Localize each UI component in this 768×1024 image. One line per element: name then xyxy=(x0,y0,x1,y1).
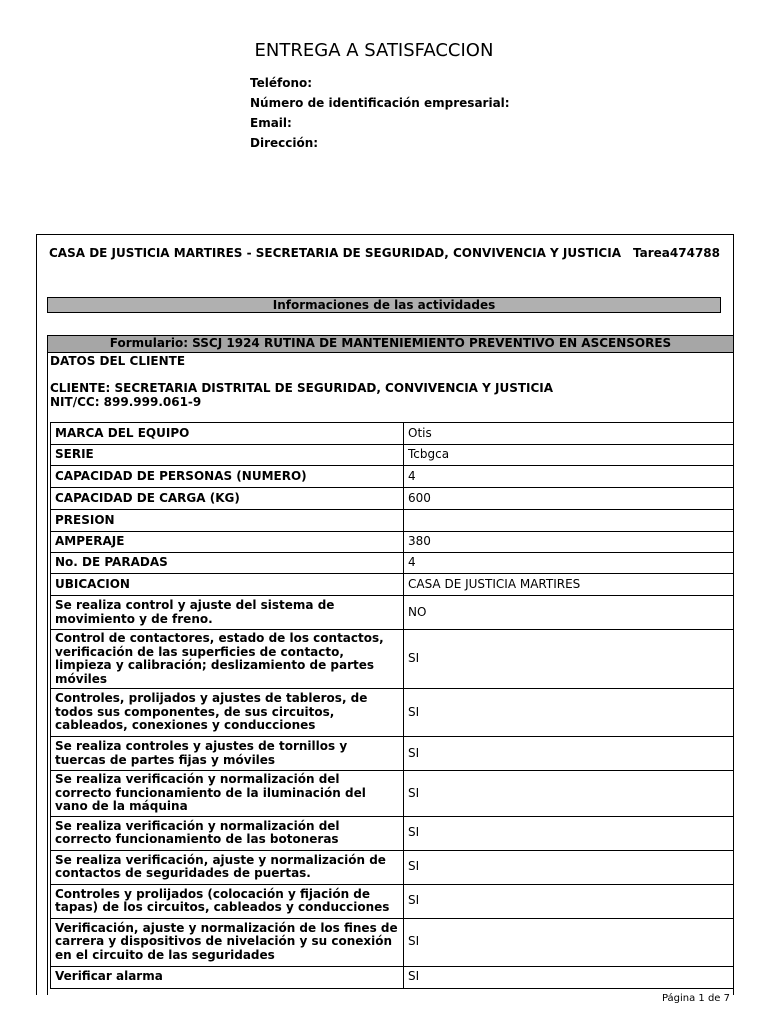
client-block xyxy=(48,353,733,410)
address-label: Dirección: xyxy=(250,136,319,150)
table-row xyxy=(51,445,734,466)
client-heading: DATOS DEL CLIENTE xyxy=(50,354,186,368)
report-header xyxy=(49,246,720,260)
email-label: Email: xyxy=(250,116,292,130)
row-label: CAPACIDAD DE PERSONAS (NUMERO) xyxy=(51,466,404,488)
table-row xyxy=(51,816,734,850)
row-value: SI xyxy=(404,689,734,737)
form-box xyxy=(47,335,733,995)
row-label: Control de contactores, estado de los contactos, verificación de las superficies de contacto, limpieza y calibración; deslizamiento de partes móviles xyxy=(51,630,404,689)
table-row xyxy=(51,423,734,445)
table-row xyxy=(51,574,734,596)
maintenance-table xyxy=(50,422,734,989)
table-row xyxy=(51,771,734,817)
phone-label: Teléfono: xyxy=(250,76,313,90)
row-value: SI xyxy=(404,918,734,966)
page-number: Página 1 de 7 xyxy=(661,993,730,1004)
row-value xyxy=(404,510,734,532)
row-label: UBICACION xyxy=(51,574,404,596)
row-value: SI xyxy=(404,816,734,850)
row-value: SI xyxy=(404,737,734,771)
table-row xyxy=(51,884,734,918)
row-label: Se realiza verificación y normalización del correcto funcionamiento de la iluminación del vano de la máquina xyxy=(51,771,404,817)
report-frame xyxy=(36,234,734,995)
table-row xyxy=(51,553,734,574)
row-label: Verificar alarma xyxy=(51,966,404,988)
business-id-label: Número de identificación empresarial: xyxy=(250,96,510,110)
row-value: SI xyxy=(404,884,734,918)
client-nit: NIT/CC: 899.999.061-9 xyxy=(50,395,202,409)
row-value: SI xyxy=(404,771,734,817)
row-value: SI xyxy=(404,966,734,988)
section-title-bar: Informaciones de las actividades xyxy=(47,297,721,313)
row-value: 4 xyxy=(404,553,734,574)
table-row xyxy=(51,510,734,532)
row-value: 4 xyxy=(404,466,734,488)
row-value: NO xyxy=(404,596,734,630)
organization-name: CASA DE JUSTICIA MARTIRES - SECRETARIA DE SEGURIDAD, CONVIVENCIA Y JUSTICIA xyxy=(49,246,621,260)
row-label: Se realiza verificación y normalización del correcto funcionamiento de las botoneras xyxy=(51,816,404,850)
row-value: SI xyxy=(404,630,734,689)
document-title: ENTREGA A SATISFACCION xyxy=(254,40,494,61)
table-row xyxy=(51,918,734,966)
row-label: No. DE PARADAS xyxy=(51,553,404,574)
row-value: CASA DE JUSTICIA MARTIRES xyxy=(404,574,734,596)
row-label: Se realiza control y ajuste del sistema de movimiento y de freno. xyxy=(51,596,404,630)
table-row xyxy=(51,596,734,630)
row-label: Verificación, ajuste y normalización de los fines de carrera y dispositivos de nivelación y su conexión en el circuito de las seguridades xyxy=(51,918,404,966)
row-label: MARCA DEL EQUIPO xyxy=(51,423,404,445)
client-name: CLIENTE: SECRETARIA DISTRITAL DE SEGURIDAD, CONVIVENCIA Y JUSTICIA xyxy=(50,381,554,395)
row-label: Se realiza controles y ajustes de tornillos y tuercas de partes fijas y móviles xyxy=(51,737,404,771)
row-label: CAPACIDAD DE CARGA (KG) xyxy=(51,488,404,510)
table-row xyxy=(51,689,734,737)
contact-block xyxy=(250,73,510,153)
table-row xyxy=(51,737,734,771)
row-value: Otis xyxy=(404,423,734,445)
table-row xyxy=(51,466,734,488)
table-row xyxy=(51,488,734,510)
row-label: AMPERAJE xyxy=(51,532,404,553)
task-id: Tarea474788 xyxy=(633,246,720,260)
row-label: SERIE xyxy=(51,445,404,466)
row-value: 380 xyxy=(404,532,734,553)
row-label: Controles y prolijados (colocación y fijación de tapas) de los circuitos, cableados y conducciones xyxy=(51,884,404,918)
row-value: 600 xyxy=(404,488,734,510)
row-label: PRESION xyxy=(51,510,404,532)
table-row xyxy=(51,630,734,689)
table-row xyxy=(51,966,734,988)
row-label: Se realiza verificación, ajuste y normalización de contactos de seguridades de puertas. xyxy=(51,850,404,884)
row-label: Controles, prolijados y ajustes de tableros, de todos sus componentes, de sus circuitos, cableados, conexiones y conducciones xyxy=(51,689,404,737)
table-row xyxy=(51,532,734,553)
row-value: SI xyxy=(404,850,734,884)
row-value: Tcbgca xyxy=(404,445,734,466)
table-row xyxy=(51,850,734,884)
form-title: Formulario: SSCJ 1924 RUTINA DE MANTENIEMIENTO PREVENTIVO EN ASCENSORES xyxy=(48,336,733,353)
